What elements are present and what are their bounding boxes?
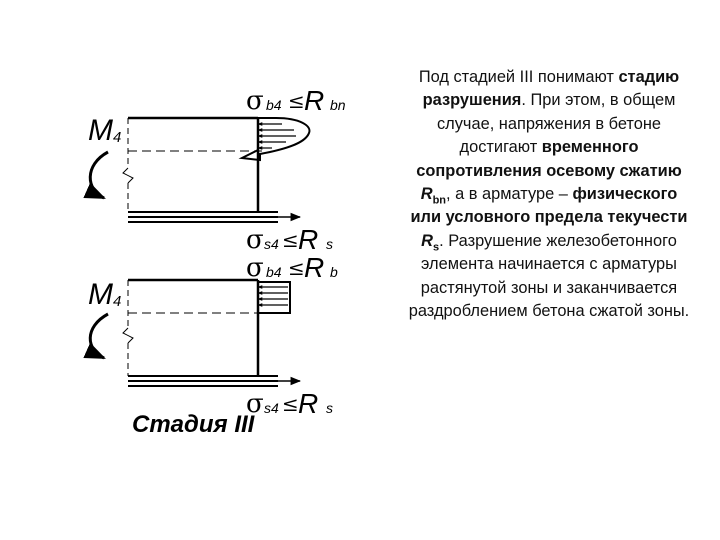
- top-moment-label: M: [88, 114, 113, 147]
- text-bold-yield-limit: физического или условного предела текучести: [410, 185, 688, 227]
- top-section: [88, 85, 346, 255]
- bottom-break-line: [123, 280, 133, 376]
- bottom-stress-arrows: [258, 287, 288, 305]
- description-paragraph: [404, 66, 694, 323]
- svg-text:≤: ≤: [288, 256, 305, 280]
- svg-text:σ: σ: [246, 225, 264, 255]
- svg-text:s4: s4: [264, 236, 279, 252]
- svg-text:b4: b4: [266, 264, 282, 280]
- svg-text:b4: b4: [266, 97, 282, 113]
- text-symbol-rbn-subscript: bn: [432, 194, 447, 207]
- bottom-moment-subscript: 4: [113, 293, 122, 310]
- top-moment-subscript: 4: [113, 129, 122, 146]
- top-steel-stress-label: [246, 224, 333, 255]
- top-concrete-stress-label: [246, 85, 346, 116]
- svg-text:≤: ≤: [282, 228, 299, 252]
- bottom-steel-stress-label: [246, 388, 333, 419]
- bottom-beam-outline: [128, 280, 278, 386]
- top-moment-arrow: [90, 152, 108, 198]
- bottom-concrete-stress-label: [246, 252, 338, 283]
- svg-text:σ: σ: [246, 86, 264, 116]
- stage-caption: Стадия III: [132, 411, 255, 438]
- text-symbol-rbn: R: [420, 185, 433, 204]
- bottom-moment-arrow: [90, 314, 108, 358]
- svg-text:bn: bn: [330, 97, 346, 113]
- svg-text:R: R: [304, 252, 325, 283]
- text-part-1: Под стадией III понимают: [418, 68, 619, 86]
- top-stress-arrows: [258, 124, 296, 148]
- svg-text:s4: s4: [264, 400, 279, 416]
- text-symbol-rs-subscript: s: [433, 241, 440, 254]
- top-break-line: [123, 118, 133, 212]
- text-bold-compressive-strength: временного сопротивления осевому сжатию: [416, 138, 682, 180]
- top-beam-outline: [128, 118, 278, 222]
- text-part-2: . При этом, в общем случае, напряжения в бетоне достигают: [436, 91, 676, 157]
- text-bold-stage-destruction: стадию разрушения: [422, 68, 680, 110]
- bottom-section: [88, 252, 338, 419]
- svg-text:σ: σ: [246, 253, 264, 283]
- svg-text:R: R: [298, 388, 319, 419]
- svg-text:b: b: [330, 264, 338, 280]
- text-part-4: . Разрушение железобетонного элемента начинается с арматуры растянутой зоны и заканчивается раздроблением бетона сжатой зоны.: [408, 231, 690, 321]
- text-part-3: , а в арматуре –: [446, 185, 573, 204]
- svg-text:R: R: [298, 224, 319, 255]
- svg-text:≤: ≤: [282, 392, 299, 416]
- svg-text:s: s: [326, 236, 333, 252]
- svg-text:σ: σ: [246, 389, 264, 419]
- text-symbol-rs: R: [421, 231, 434, 250]
- bottom-moment-label: M: [88, 278, 113, 311]
- svg-text:R: R: [304, 85, 325, 116]
- svg-text:≤: ≤: [288, 89, 305, 113]
- svg-text:s: s: [326, 400, 333, 416]
